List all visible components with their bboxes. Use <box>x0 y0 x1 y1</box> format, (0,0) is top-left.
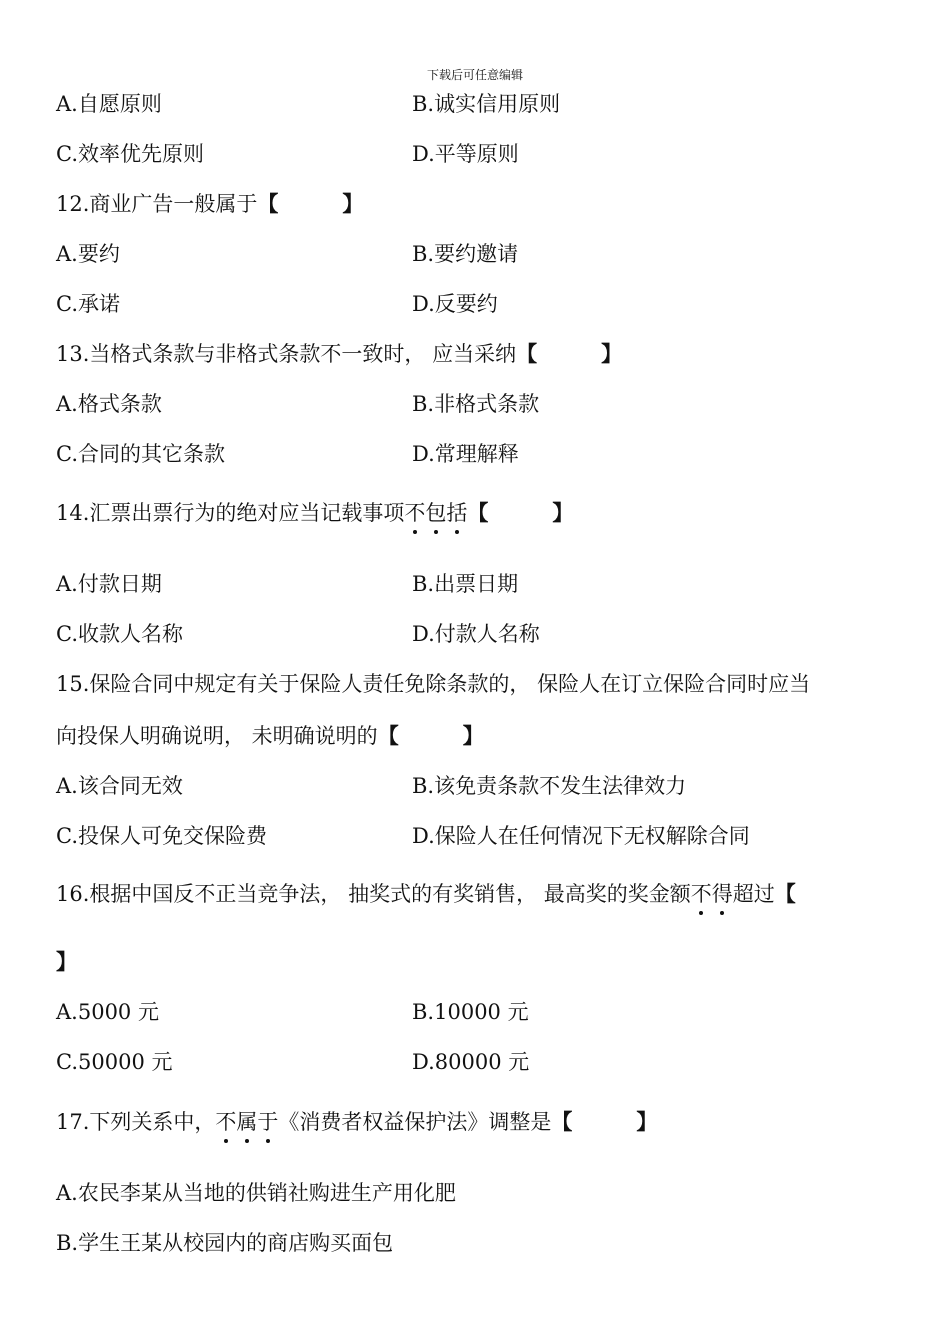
q15-stem-line1 <box>56 668 810 698</box>
q13-option-a: A.格式条款 <box>56 392 162 416</box>
q13-stem <box>56 338 622 368</box>
bracket-open: 【 <box>377 723 399 748</box>
q17-option-b-row <box>56 1227 393 1257</box>
q16-stem-text: 16.根据中国反不正当竞争法， 抽奖式的有奖销售， 最高奖的奖金额 <box>56 882 691 906</box>
q12-option-b: B.要约邀请 <box>412 242 519 266</box>
bracket-close: 】 <box>552 500 574 525</box>
emphasis-char: 不 <box>404 497 425 527</box>
emphasis-char: 属 <box>236 1106 257 1136</box>
q14-options-row2 <box>56 618 540 648</box>
emphasis-char: 于 <box>257 1106 278 1136</box>
q14-option-d: D.付款人名称 <box>412 622 540 646</box>
bracket-open: 【 <box>774 881 796 906</box>
bracket-close: 】 <box>636 1109 658 1134</box>
bracket-open: 【 <box>467 500 489 525</box>
q13-options-row1 <box>56 388 540 418</box>
q11-option-b: B.诚实信用原则 <box>412 92 561 116</box>
q16-option-d: D.80000 元 <box>412 1050 530 1074</box>
q16-options-row1 <box>56 996 529 1026</box>
q14-option-b: B.出票日期 <box>412 572 519 596</box>
q17-option-b: B.学生王某从校园内的商店购买面包 <box>56 1231 394 1255</box>
q13-option-d: D.常理解释 <box>412 442 519 466</box>
q12-option-d: D.反要约 <box>412 292 498 316</box>
q11-options-row2 <box>56 138 519 168</box>
emphasis-char: 不 <box>691 878 712 908</box>
q13-option-c: C.合同的其它条款 <box>56 442 225 466</box>
q17-stem-text: 17.下列关系中， <box>56 1110 216 1134</box>
emphasis-char: 括 <box>446 497 467 527</box>
bracket-open: 【 <box>551 1109 573 1134</box>
q15-option-c: C.投保人可免交保险费 <box>56 824 267 848</box>
q15-option-b: B.该免责条款不发生法律效力 <box>412 774 687 798</box>
q16-stem-line2 <box>56 946 77 976</box>
bracket-open: 【 <box>516 341 538 366</box>
bracket-open: 【 <box>257 191 279 216</box>
bracket-close: 】 <box>56 949 77 974</box>
q12-options-row1 <box>56 238 519 268</box>
q16-stem <box>56 878 796 908</box>
q16-option-a: A.5000 元 <box>56 1000 159 1024</box>
q13-option-b: B.非格式条款 <box>412 392 540 416</box>
q17-option-a: A.农民李某从当地的供销社购进生产用化肥 <box>56 1181 456 1205</box>
page-header: 下载后可任意编辑 <box>426 68 523 82</box>
q11-option-d: D.平等原则 <box>412 142 519 166</box>
q12-option-a: A.要约 <box>56 242 120 266</box>
q13-stem-text: 13.当格式条款与非格式条款不一致时， 应当采纳 <box>56 342 517 366</box>
q11-option-a: A.自愿原则 <box>56 92 162 116</box>
q14-options-row1 <box>56 568 519 598</box>
emphasis-char: 包 <box>425 497 446 527</box>
bracket-close: 】 <box>601 341 623 366</box>
q12-options-row2 <box>56 288 498 318</box>
q14-stem-text: 14.汇票出票行为的绝对应当记载事项 <box>56 501 405 525</box>
q12-option-c: C.承诺 <box>56 292 120 316</box>
q12-stem-text: 12.商业广告一般属于 <box>56 192 258 216</box>
q15-stem-line2 <box>56 720 484 750</box>
emphasis-char: 不 <box>215 1106 236 1136</box>
q15-stem-text-1: 15.保险合同中规定有关于保险人责任免除条款的， 保险人在订立保险合同时应当 <box>56 672 811 696</box>
q16-option-b: B.10000 元 <box>412 1000 529 1024</box>
q15-option-a: A.该合同无效 <box>56 774 183 798</box>
q15-options-row1 <box>56 770 687 800</box>
bracket-close: 】 <box>342 191 364 216</box>
q15-stem-text-2: 向投保人明确说明， 未明确说明的 <box>56 724 378 748</box>
q13-options-row2 <box>56 438 519 468</box>
q11-options-row1 <box>56 88 561 118</box>
q17-option-a-row <box>56 1177 456 1207</box>
q12-stem <box>56 188 363 218</box>
q16-options-row2 <box>56 1046 530 1076</box>
q14-stem <box>56 497 573 527</box>
q11-option-c: C.效率优先原则 <box>56 142 204 166</box>
q17-stem-text-end: 《消费者权益保护法》调整是 <box>278 1110 552 1134</box>
q14-option-a: A.付款日期 <box>56 572 162 596</box>
q17-stem <box>56 1106 657 1136</box>
q15-option-d: D.保险人在任何情况下无权解除合同 <box>412 824 750 848</box>
q14-option-c: C.收款人名称 <box>56 622 183 646</box>
q15-options-row2 <box>56 820 750 850</box>
q16-stem-text-end: 超过 <box>732 882 775 906</box>
bracket-close: 】 <box>462 723 484 748</box>
q16-option-c: C.50000 元 <box>56 1050 173 1074</box>
emphasis-char: 得 <box>712 878 733 908</box>
